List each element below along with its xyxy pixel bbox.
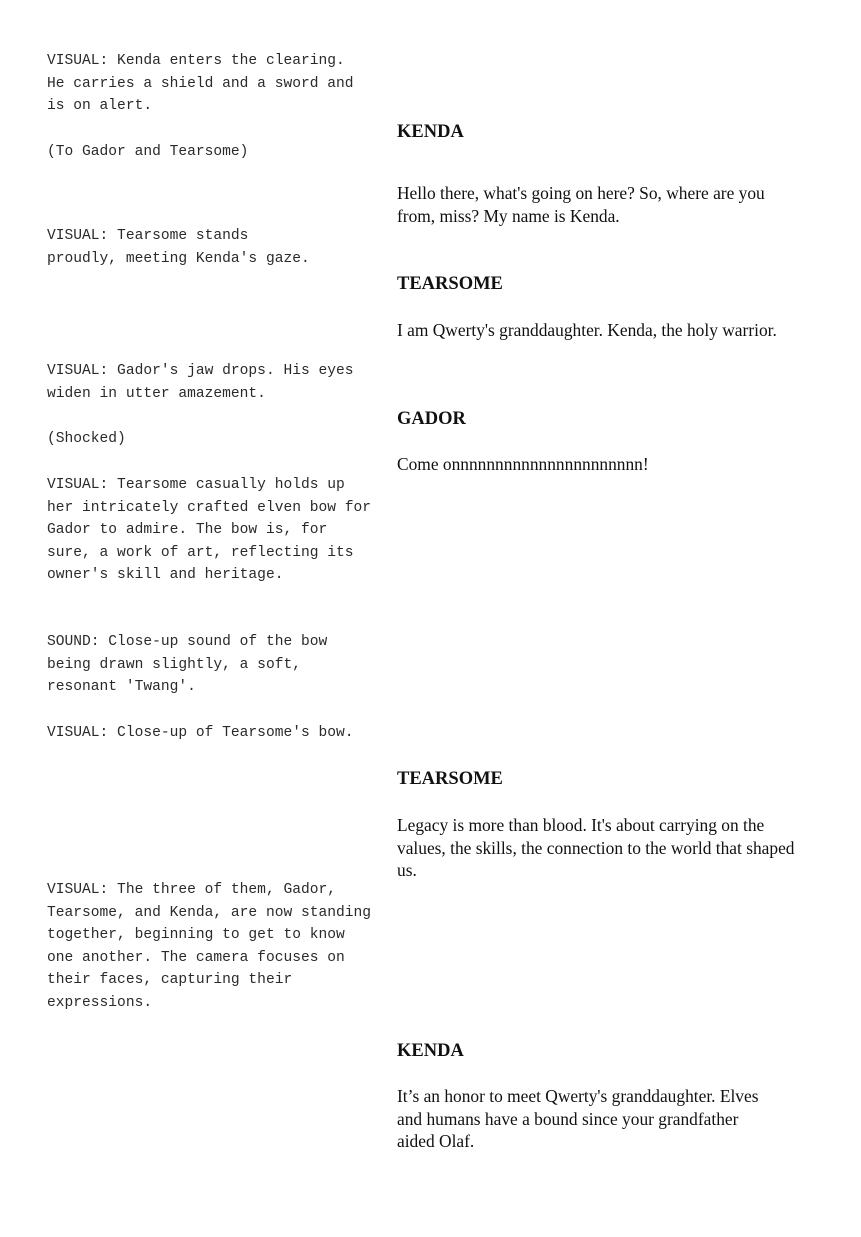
character-name-kenda: KENDA <box>397 122 464 142</box>
character-name-kenda: KENDA <box>397 1041 464 1061</box>
direction-visual-three-together: VISUAL: The three of them, Gador, Tearsome, and Kenda, are now standing together, beginning to get to know one another. The camera focuses on their faces, capturing their expressions. <box>47 882 372 1011</box>
direction-visual-tearsome-stands: VISUAL: Tearsome stands proudly, meeting Kenda's gaze. <box>47 228 310 267</box>
dialogue-line-tearsome: I am Qwerty's granddaughter. Kenda, the holy warrior. <box>397 320 777 340</box>
direction-visual-gador-jaw: VISUAL: Gador's jaw drops. His eyes widen in utter amazement. <box>47 363 354 402</box>
dialogue-line-gador: Come onnnnnnnnnnnnnnnnnnnnnn! <box>397 454 649 474</box>
character-name-gador: GADOR <box>397 409 466 429</box>
character-name-tearsome: TEARSOME <box>397 274 503 294</box>
direction-parenthetical-shocked: (Shocked) <box>47 431 126 447</box>
direction-visual-elven-bow: VISUAL: Tearsome casually holds up her intricately crafted elven bow for Gador to admire. The bow is, for sure, a work of art, reflecting its owner's skill and heritage. <box>47 477 372 584</box>
direction-parenthetical-to-gador: (To Gador and Tearsome) <box>47 144 249 160</box>
character-name-tearsome: TEARSOME <box>397 769 503 789</box>
dialogue-line-kenda: Hello there, what's going on here? So, where are you from, miss? My name is Kenda. <box>397 183 765 226</box>
dialogue-line-kenda: It’s an honor to meet Qwerty's granddaughter. Elves and humans have a bound since your grandfather aided Olaf. <box>397 1086 759 1152</box>
direction-visual-closeup-bow: VISUAL: Close-up of Tearsome's bow. <box>47 725 354 741</box>
direction-sound-twang: SOUND: Close-up sound of the bow being drawn slightly, a soft, resonant 'Twang'. <box>47 634 328 696</box>
dialogue-line-tearsome: Legacy is more than blood. It's about carrying on the values, the skills, the connection to the world that shaped us. <box>397 815 795 881</box>
direction-visual-kenda-enters: VISUAL: Kenda enters the clearing. He carries a shield and a sword and is on alert. <box>47 53 354 115</box>
